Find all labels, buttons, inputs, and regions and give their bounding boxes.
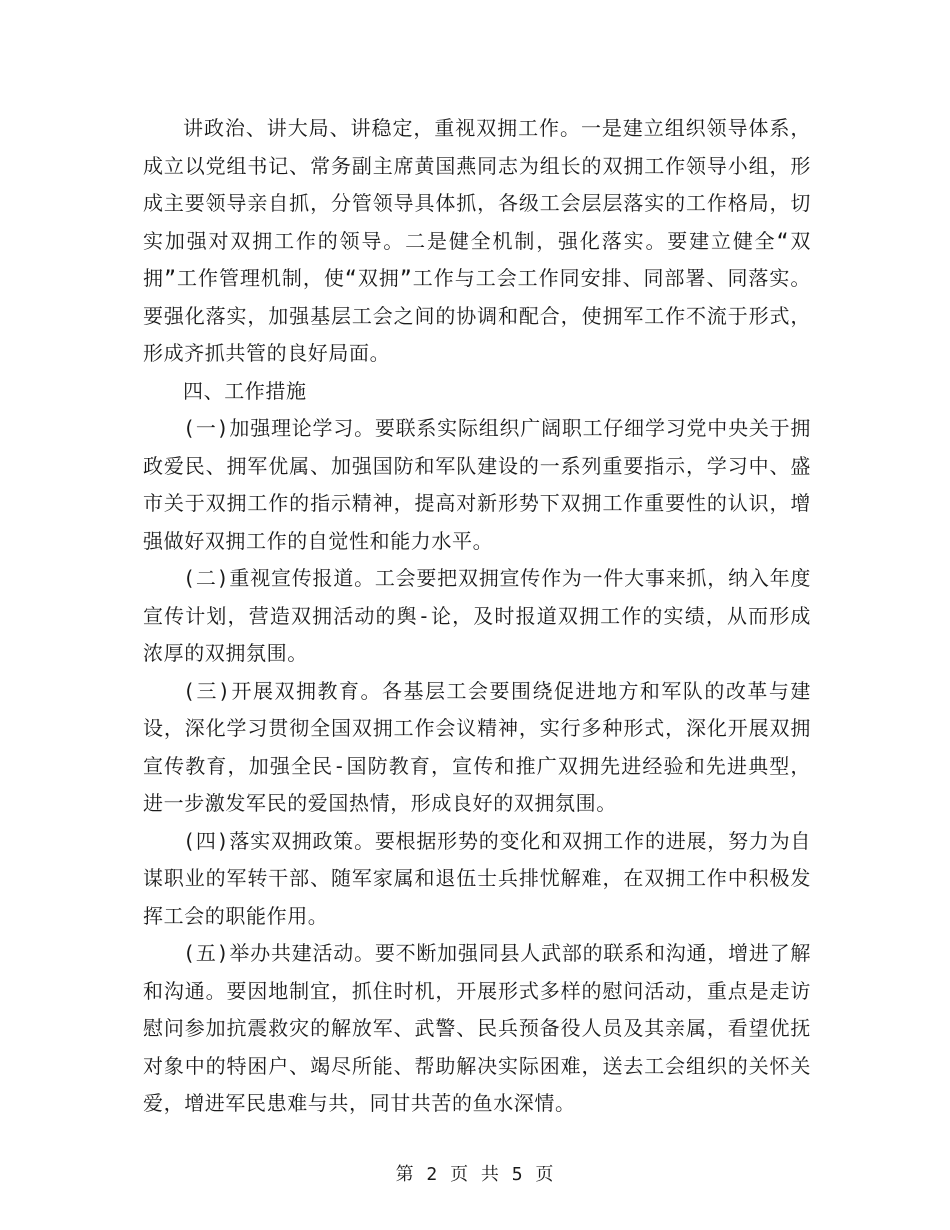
page-number-footer: 第 2 页 共 5 页: [395, 1164, 555, 1185]
paragraph-publicity: (二)重视宣传报道。工会要把双拥宣传作为一件大事来抓，纳入年度宣传计划，营造双拥活动的舆-论，及时报道双拥工作的实绩，从而形成浓厚的双拥氛围。: [143, 566, 811, 665]
paragraph-theory-study: (一)加强理论学习。要联系实际组织广阔职工仔细学习党中央关于拥政爱民、拥军优属、加强国防和军队建设的一系列重要指示，学习中、盛市关于双拥工作的指示精神，提高对新形势下双拥工作重要性的认识，增强做好双拥工作的自觉性和能力水平。: [143, 416, 811, 553]
paragraph-education: (三)开展双拥教育。各基层工会要围绕促进地方和军队的改革与建设，深化学习贯彻全国双拥工作会议精神，实行多种形式，深化开展双拥宣传教育，加强全民-国防教育，宣传和推广双拥先进经验和先进典型，进一步激发军民的爱国热情，形成良好的双拥氛围。: [143, 678, 811, 815]
paragraph-policy: (四)落实双拥政策。要根据形势的变化和双拥工作的进展，努力为自谋职业的军转干部、随军家属和退伍士兵排忧解难，在双拥工作中积极发挥工会的职能作用。: [143, 828, 811, 928]
paragraph-joint-activities: (五)举办共建活动。要不断加强同县人武部的联系和沟通，增进了解和沟通。要因地制宜，抓住时机，开展形式多样的慰问活动，重点是走访慰问参加抗震救灾的解放军、武警、民兵预备役人员及其亲属，看望优抚对象中的特困户、竭尽所能、帮助解决实际困难，送去工会组织的关怀关爱，增进军民患难与共，同甘共苦的鱼水深情。: [143, 941, 811, 1115]
page-body: [143, 110, 811, 1123]
paragraph-leadership: 讲政治、讲大局、讲稳定，重视双拥工作。一是建立组织领导体系，成立以党组书记、常务副主席黄国燕同志为组长的双拥工作领导小组，形成主要领导亲自抓，分管领导具体抓，各级工会层层落实的工作格局，切实加强对双拥工作的领导。二是健全机制，强化落实。要建立健全“双拥”工作管理机制，使“双拥”工作与工会工作同安排、同部署、同落实。要强化落实，加强基层工会之间的协调和配合，使拥军工作不流于形式，形成齐抓共管的良好局面。: [143, 116, 811, 365]
section-heading-measures: 四、工作措施: [183, 378, 307, 403]
